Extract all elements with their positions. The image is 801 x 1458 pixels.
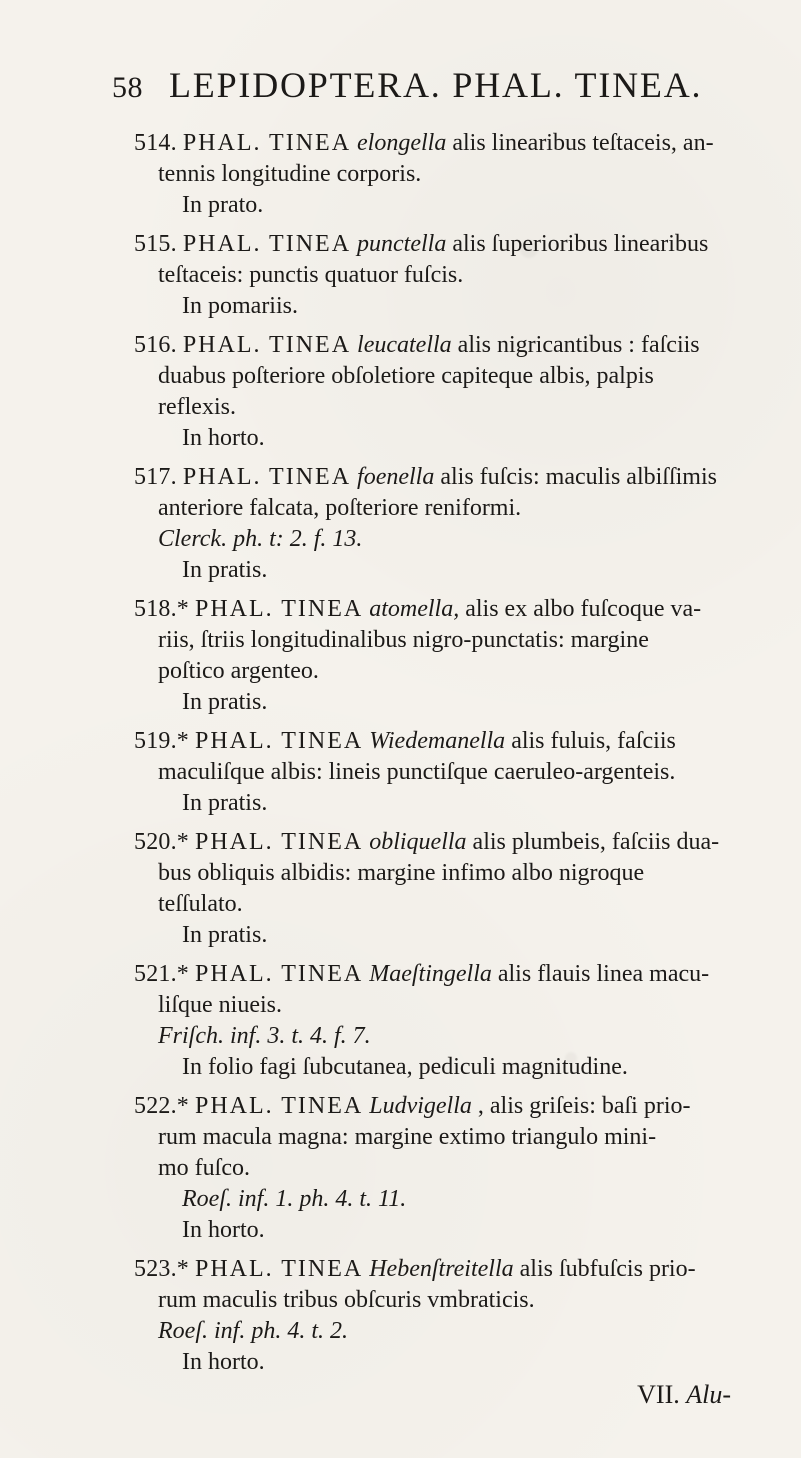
entry-number: 520.* — [134, 829, 189, 855]
entry-description-line: mo fuſco. — [158, 1155, 250, 1181]
entry-description-line: alis fuluis, faſciis — [511, 728, 676, 754]
entry-number: 514. — [134, 130, 177, 156]
entry-habitat: In horto. — [182, 1349, 265, 1375]
entry-description-line: anteriore falcata, poſteriore reniformi. — [158, 495, 522, 521]
paper-stain — [565, 1052, 577, 1064]
entry-518 — [134, 594, 755, 718]
entry-description-line: alis flauis linea macu- — [497, 961, 710, 987]
page-number: 58 — [112, 71, 143, 104]
entry-habitat: In pratis. — [182, 790, 268, 816]
entry-habitat: In pomariis. — [182, 293, 298, 319]
entry-description-line: alis ſuperioribus linearibus — [452, 231, 709, 257]
entry-number: 518.* — [134, 596, 189, 622]
entry-genus: PHAL. TINEA — [195, 961, 364, 987]
entry-habitat: In horto. — [182, 1217, 265, 1243]
entry-habitat: In pratis. — [182, 557, 268, 583]
entry-description-line: teſſulato. — [158, 891, 243, 917]
entry-number: 517. — [134, 464, 177, 490]
entry-habitat: In pratis. — [182, 689, 268, 715]
entry-515 — [134, 229, 755, 322]
entry-genus: PHAL. TINEA — [195, 1256, 364, 1282]
entry-species: atomella, — [369, 596, 460, 622]
catchword: Alu- — [686, 1380, 731, 1409]
entry-habitat: In pratis. — [182, 922, 268, 948]
entry-genus: PHAL. TINEA — [182, 231, 352, 257]
section-number: VII. — [637, 1380, 680, 1409]
entry-species: Ludvigella — [369, 1093, 472, 1119]
entry-description-line: bus obliquis albidis: margine infimo albo nigroque — [158, 860, 645, 886]
entry-number: 519.* — [134, 728, 189, 754]
entry-description-line: teſtaceis: punctis quatuor fuſcis. — [158, 262, 464, 288]
entry-genus: PHAL. TINEA — [195, 1093, 364, 1119]
entry-description-line: alis fuſcis: maculis albiſſimis — [440, 464, 717, 490]
entry-description-line: rum maculis tribus obſcuris vmbraticis. — [158, 1287, 535, 1313]
entry-number: 522.* — [134, 1093, 189, 1119]
entry-description-line: maculiſque albis: lineis punctiſque caeruleo-argenteis. — [158, 759, 676, 785]
entry-habitat: In folio fagi ſubcutanea, pediculi magnitudine. — [182, 1054, 628, 1080]
entry-516 — [134, 330, 755, 454]
entry-reference: Clerck. ph. t: 2. f. 13. — [158, 526, 363, 552]
entry-species: foenella — [357, 464, 435, 490]
entry-species: Wiedemanella — [369, 728, 506, 754]
entry-genus: PHAL. TINEA — [182, 130, 352, 156]
entry-list — [110, 128, 755, 1378]
entry-519 — [134, 726, 755, 819]
entry-genus: PHAL. TINEA — [195, 596, 364, 622]
entry-species: punctella — [357, 231, 447, 257]
entry-species: leucatella — [357, 332, 452, 358]
entry-description-line: poſtico argenteo. — [158, 658, 319, 684]
entry-reference: Friſch. inf. 3. t. 4. f. 7. — [158, 1023, 371, 1049]
page-footer — [110, 1380, 731, 1410]
entry-description-line: riis, ſtriis longitudinalibus nigro-punctatis: margine — [158, 627, 649, 653]
entry-species: elongella — [357, 130, 447, 156]
entry-description-line: alis nigricantibus : faſciis — [457, 332, 700, 358]
entry-description-line: alis ex albo fuſcoque va- — [465, 596, 702, 622]
entry-description-line: tennis longitudine corporis. — [158, 161, 422, 187]
entry-522 — [134, 1091, 755, 1246]
entry-species: Maeſtingella — [369, 961, 492, 987]
entry-description-line: rum macula magna: margine extimo triangulo mini- — [158, 1124, 657, 1150]
entry-habitat: In prato. — [182, 192, 264, 218]
entry-number: 516. — [134, 332, 177, 358]
entry-description-line: alis linearibus teſtaceis, an- — [452, 130, 714, 156]
entry-description-line: alis plumbeis, faſciis dua- — [472, 829, 720, 855]
entry-genus: PHAL. TINEA — [182, 332, 352, 358]
entry-521 — [134, 959, 755, 1083]
entry-number: 521.* — [134, 961, 189, 987]
entry-number: 515. — [134, 231, 177, 257]
entry-description-line: , alis griſeis: baſi prio- — [477, 1093, 691, 1119]
entry-reference: Roeſ. inf. ph. 4. t. 2. — [158, 1318, 348, 1344]
entry-species: Hebenſtreitella — [369, 1256, 514, 1282]
running-title: LEPIDOPTERA. PHAL. TINEA. — [169, 65, 703, 105]
entry-description-line: duabus poſteriore obſoletiore capiteque albis, palpis — [158, 363, 654, 389]
entry-genus: PHAL. TINEA — [195, 728, 364, 754]
entry-habitat: In horto. — [182, 425, 265, 451]
entry-description-line: liſque niueis. — [158, 992, 282, 1018]
entry-523 — [134, 1254, 755, 1378]
entry-reference: Roeſ. inf. 1. ph. 4. t. 11. — [182, 1186, 407, 1212]
entry-517 — [134, 462, 755, 586]
entry-description-line: reflexis. — [158, 394, 236, 420]
entry-520 — [134, 827, 755, 951]
entry-description-line: alis ſubfuſcis prio- — [519, 1256, 696, 1282]
paper-stain — [520, 240, 538, 258]
entry-number: 523.* — [134, 1256, 189, 1282]
entry-species: obliquella — [369, 829, 467, 855]
entry-genus: PHAL. TINEA — [195, 829, 364, 855]
page-header — [112, 64, 755, 120]
entry-genus: PHAL. TINEA — [182, 464, 352, 490]
entry-514 — [134, 128, 755, 221]
